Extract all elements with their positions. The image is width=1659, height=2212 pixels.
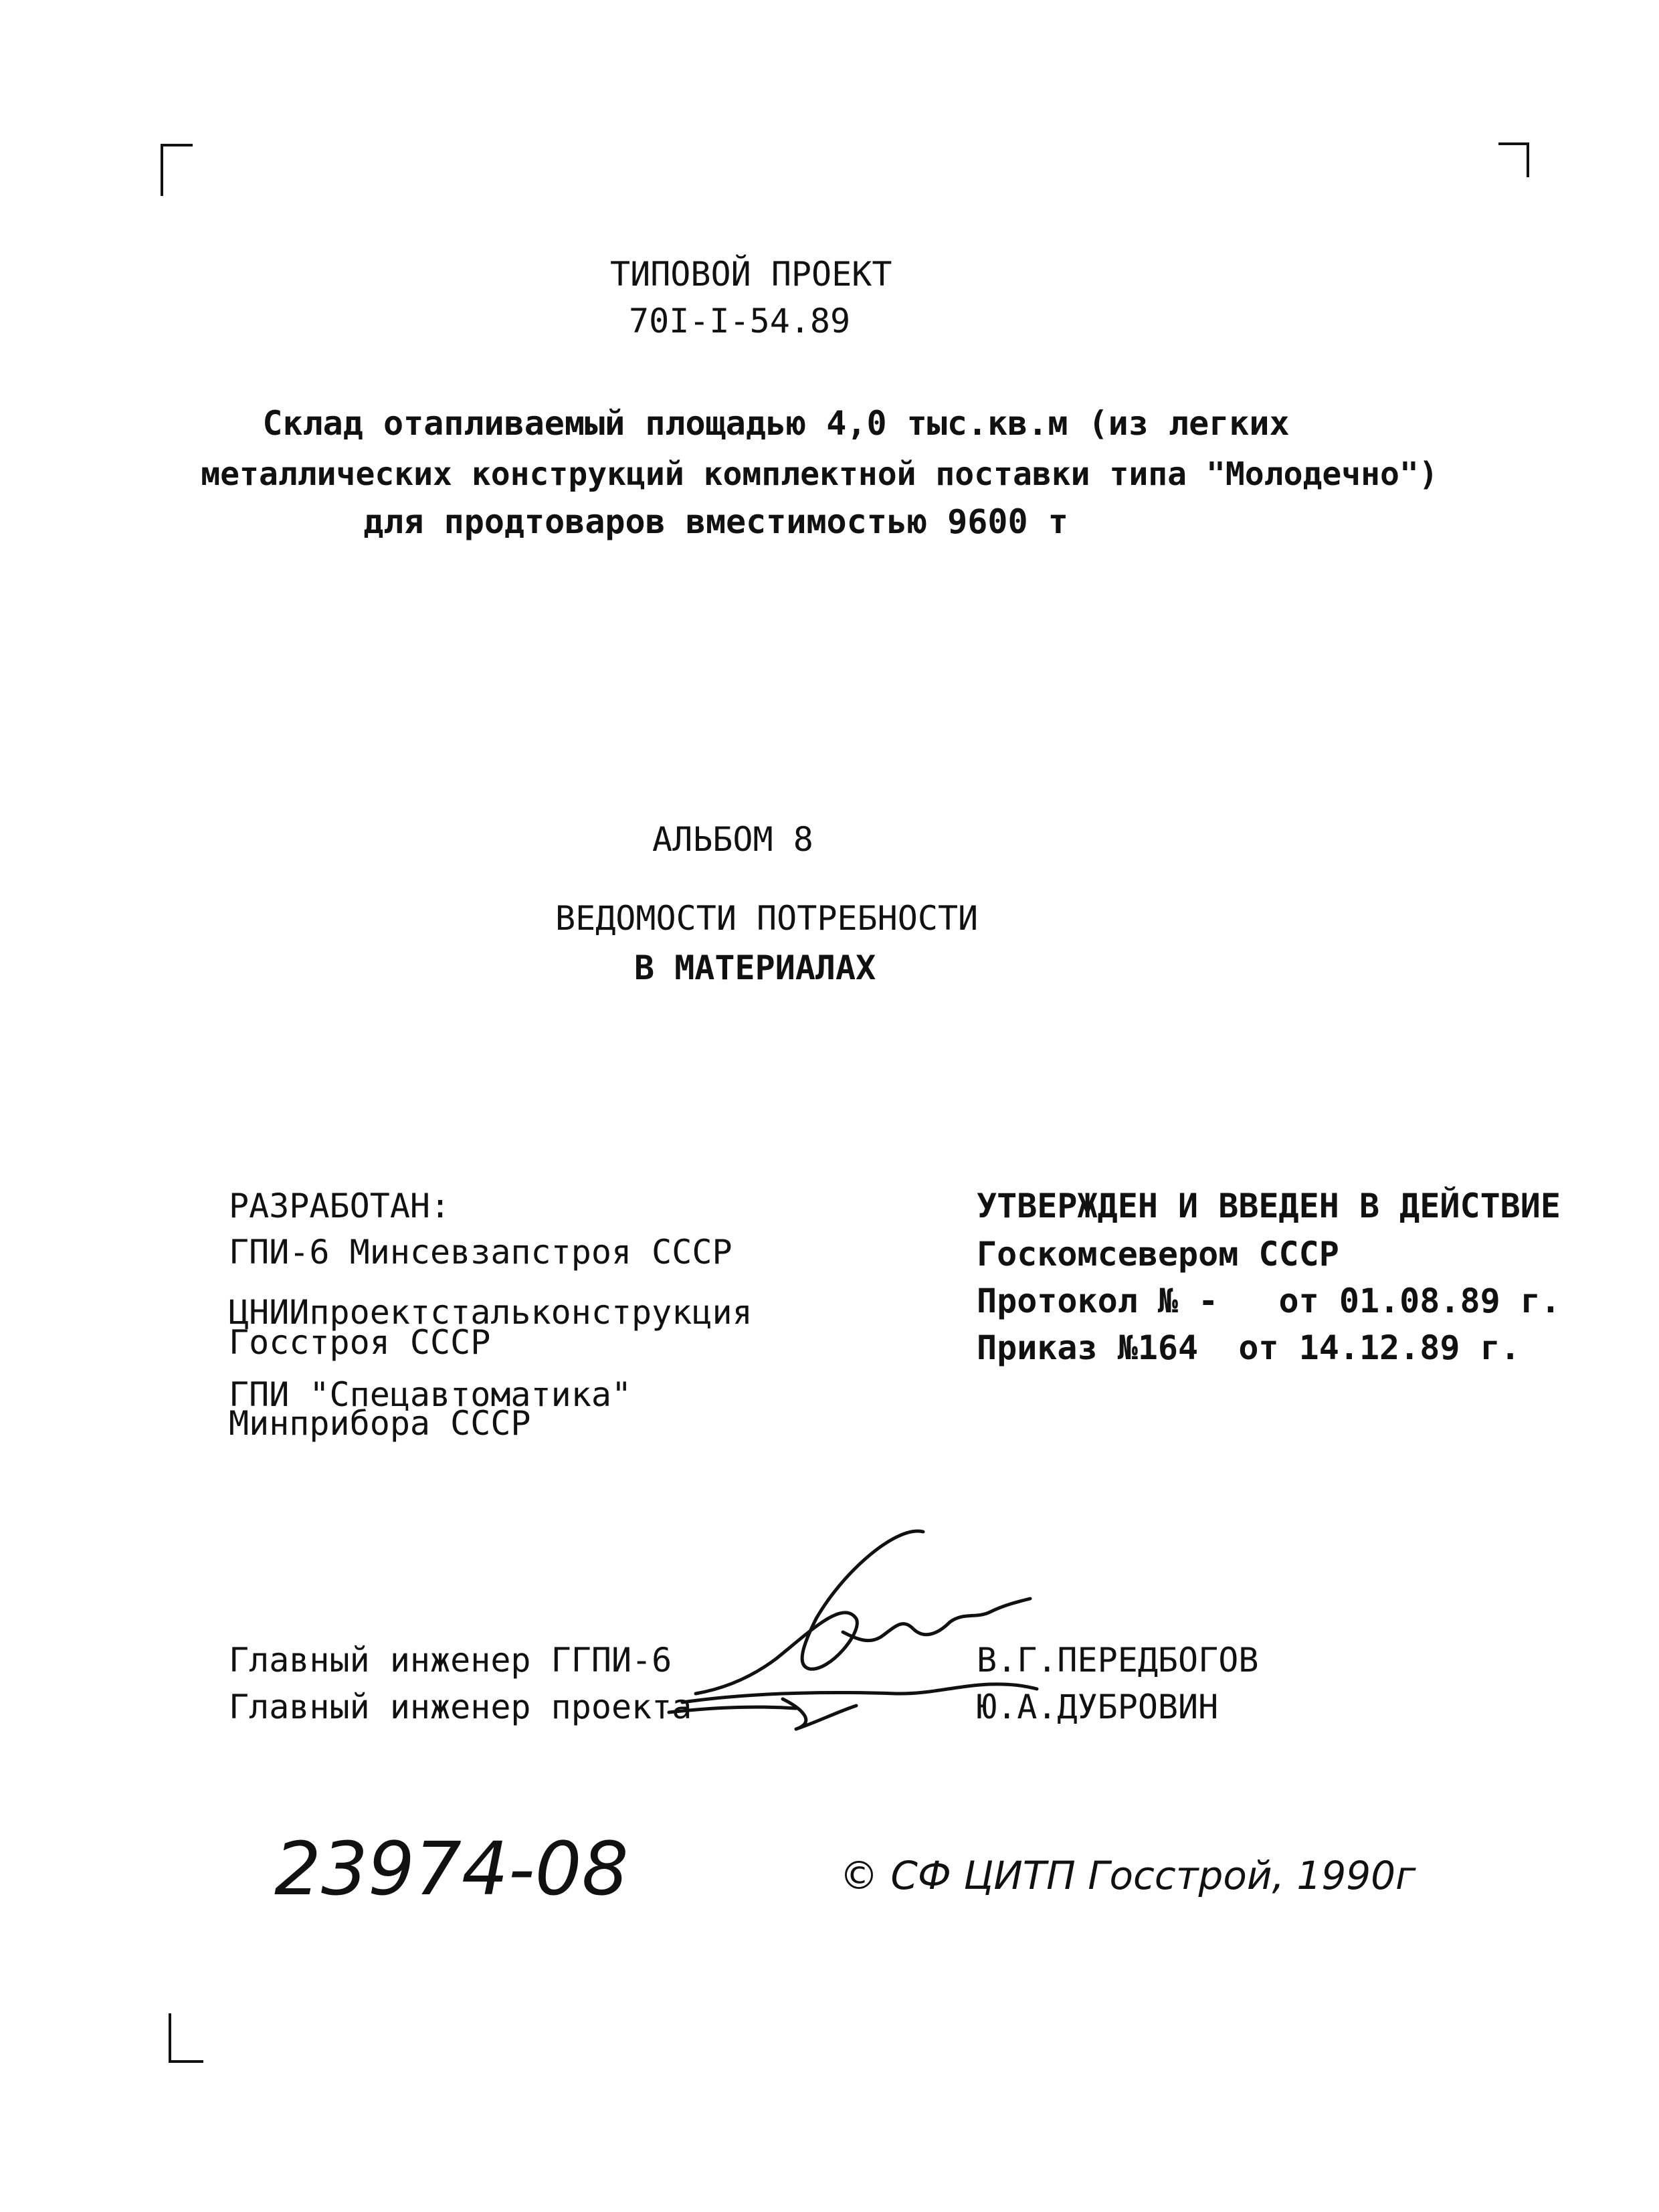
developed-label: РАЗРАБОТАН: — [229, 1187, 451, 1225]
developed-org-3-line-1: ГПИ "Спецавтоматика" — [229, 1375, 632, 1414]
signature-role-1: Главный инженер ГГПИ-6 — [229, 1641, 672, 1680]
document-number: 23974-08 — [274, 1826, 629, 1912]
album-title-line-2: В МАТЕРИАЛАХ — [634, 948, 876, 987]
description-line-3: для продтоваров вместимостью 9600 т — [363, 502, 1068, 541]
developed-org-2-line-1: ЦНИИпроектстальконструкция — [229, 1293, 753, 1332]
description-line-2: металлических конструкций комплектной поставки типа "Молодечно") — [201, 456, 1438, 493]
handwritten-signature — [642, 1518, 1057, 1739]
album-number: АЛЬБОМ 8 — [652, 820, 813, 859]
project-type: ТИПОВОЙ ПРОЕКТ — [610, 255, 892, 294]
developed-org-3-line-2: Минприбора СССР — [229, 1404, 531, 1443]
corner-mark-top-right — [1498, 142, 1529, 177]
description-line-1: Склад отапливаемый площадью 4,0 тыс.кв.м (из легких — [262, 404, 1290, 443]
corner-mark-bottom-left — [169, 2013, 203, 2063]
approved-protocol: Протокол № - от 01.08.89 г. — [977, 1282, 1561, 1320]
developed-org-1: ГПИ-6 Минсевзапстроя СССР — [229, 1233, 733, 1272]
corner-mark-top-left — [161, 144, 193, 196]
signature-name-1: В.Г.ПЕРЕДБОГОВ — [977, 1641, 1259, 1680]
developed-org-2-line-2: Госстроя СССР — [229, 1323, 491, 1362]
signature-name-2: Ю.А.ДУБРОВИН — [977, 1688, 1219, 1726]
project-number: 70I-I-54.89 — [629, 302, 851, 340]
signature-role-2: Главный инженер проекта — [229, 1688, 692, 1726]
album-title-line-1: ВЕДОМОСТИ ПОТРЕБНОСТИ — [555, 899, 979, 938]
approved-order: Приказ №164 от 14.12.89 г. — [977, 1328, 1521, 1367]
copyright-note: © СФ ЦИТП Госстрой, 1990г — [840, 1853, 1416, 1898]
approved-label: УТВЕРЖДЕН И ВВЕДЕН В ДЕЙСТВИЕ — [977, 1187, 1561, 1225]
approved-org: Госкомсевером СССР — [977, 1235, 1339, 1274]
